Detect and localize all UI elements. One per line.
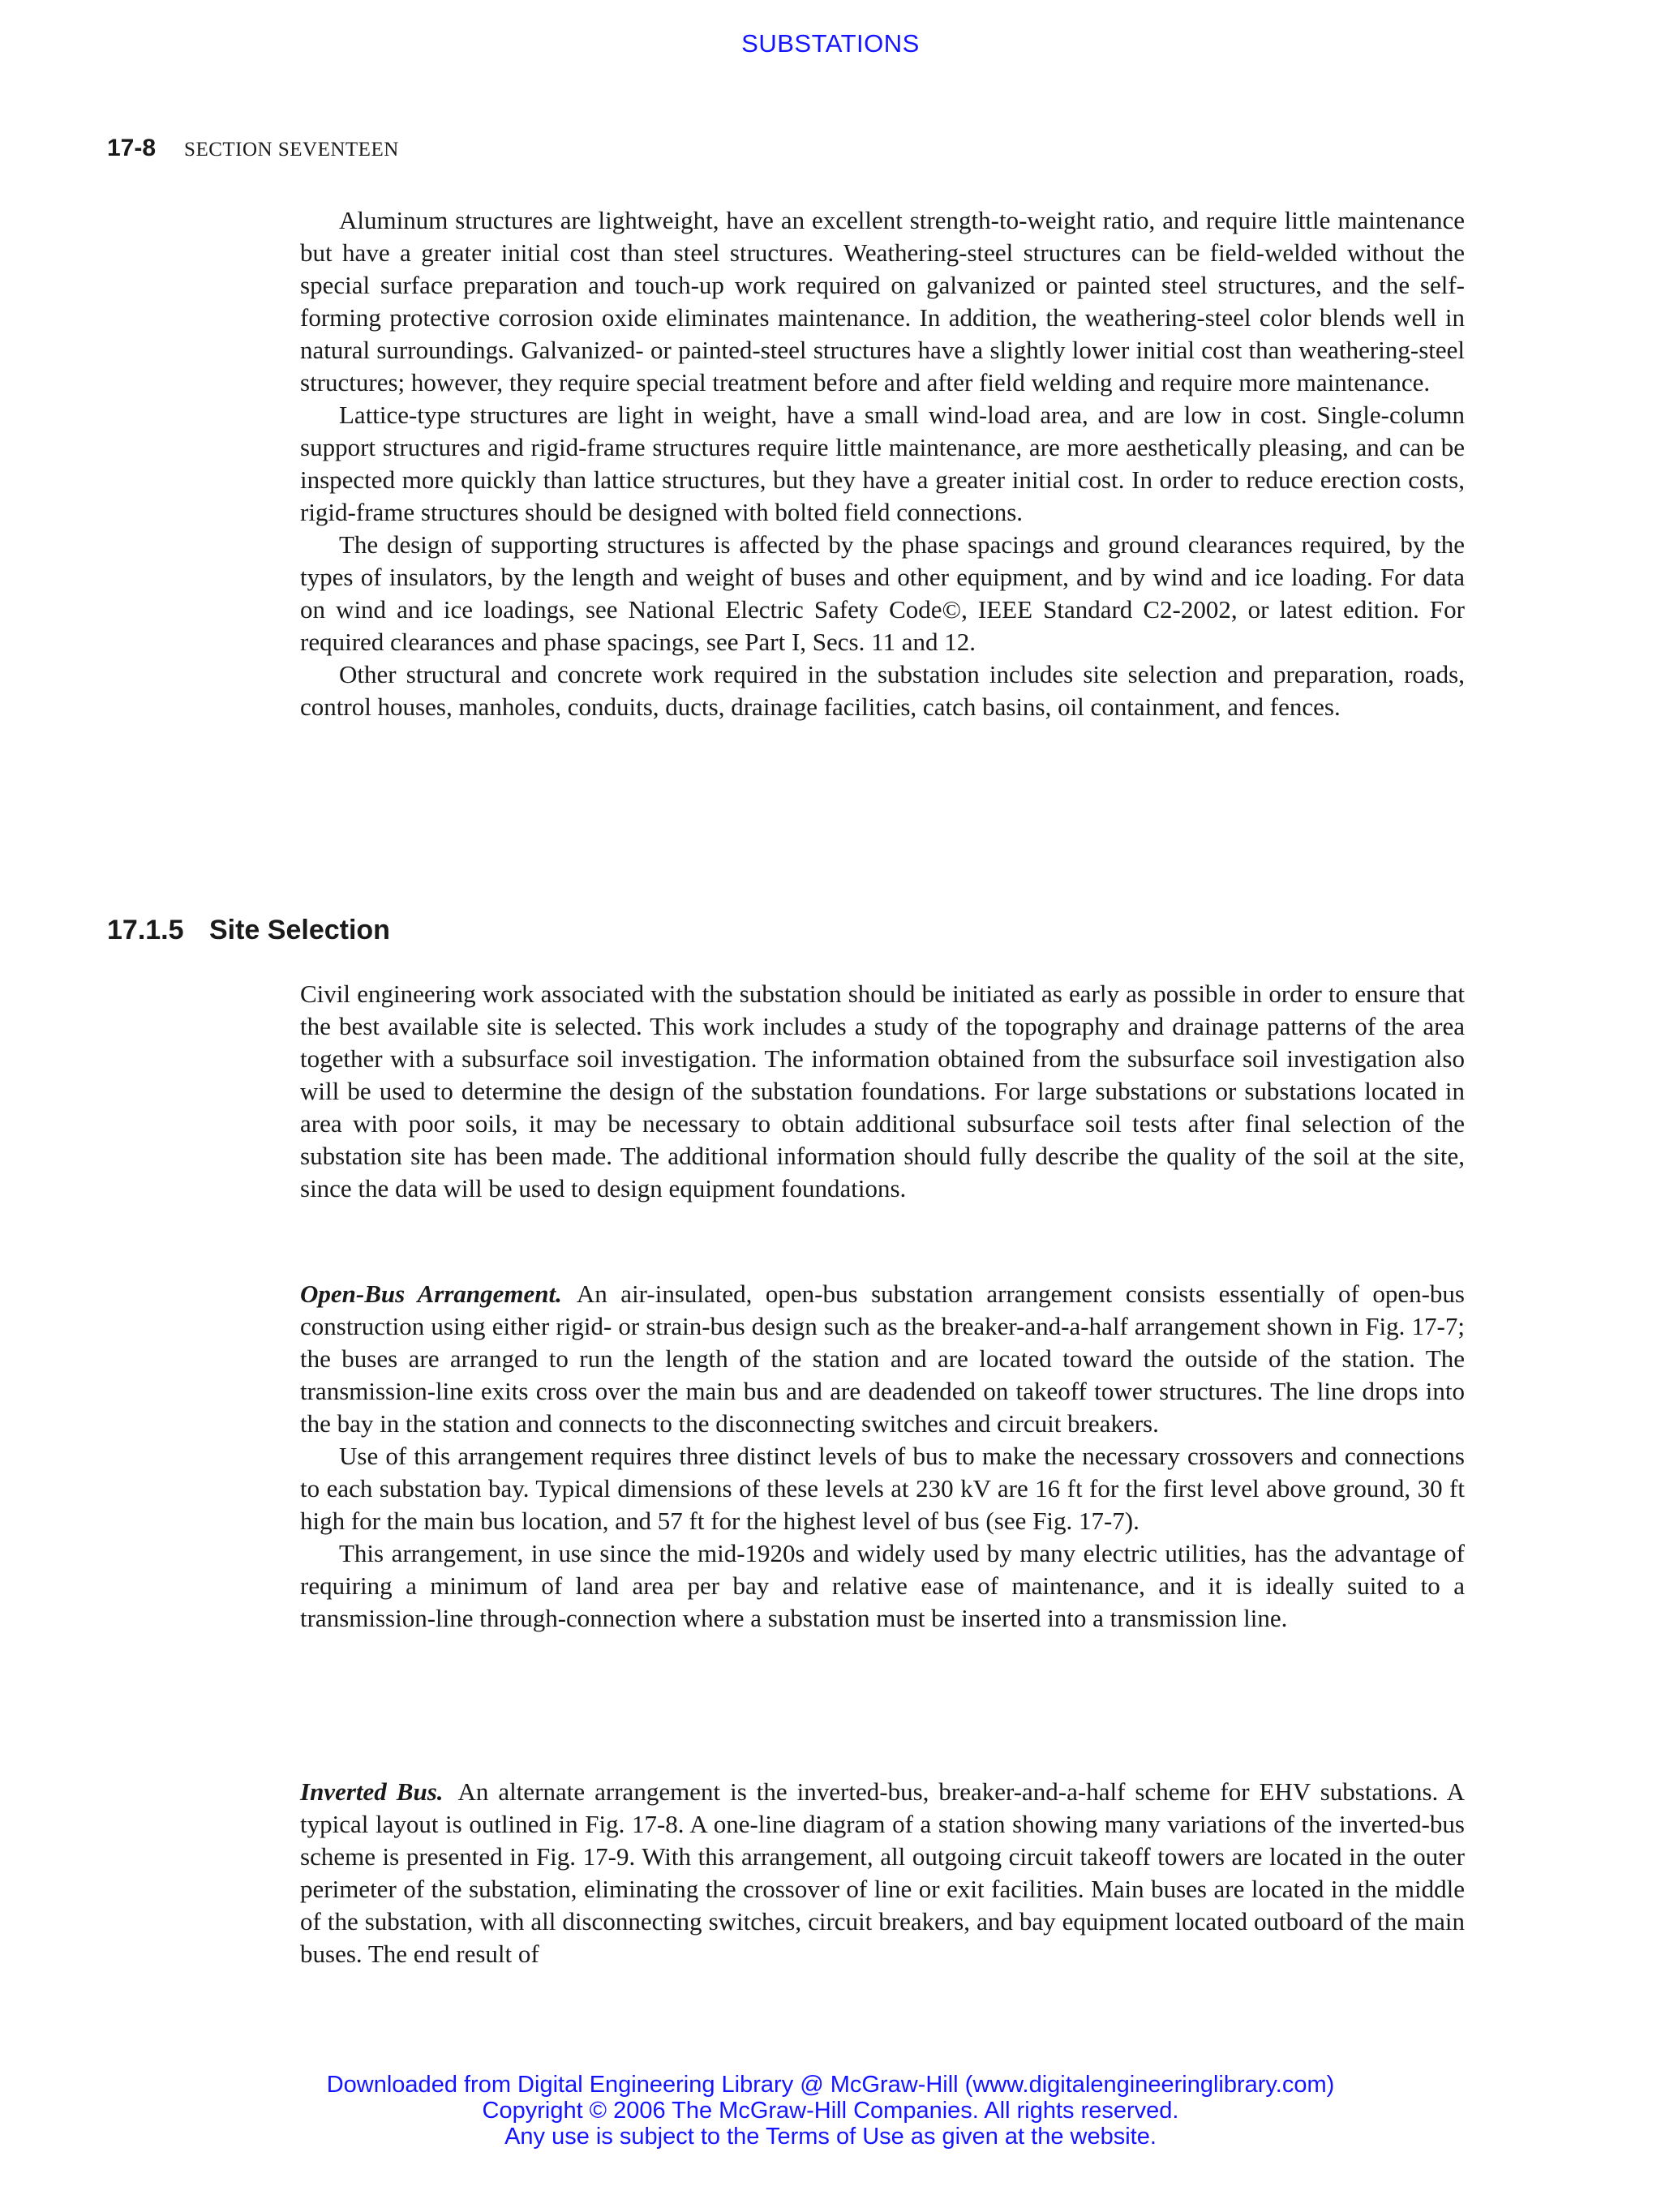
- paragraph-arrangement-advantages: This arrangement, in use since the mid-1920s and widely used by many electric utilities, has the advantage of requiring a minimum of land area per bay and relative ease of maintenance, and it is ideally suited to a transmission-line through-connection where a substation must be inserted into a transmission line.: [300, 1539, 1465, 1632]
- paragraph-inverted-bus: [300, 1776, 1465, 1970]
- structures-text-block: [300, 204, 1465, 723]
- page-header-title: SUBSTATIONS: [741, 29, 920, 58]
- footer-copyright-line: Copyright © 2006 The McGraw-Hill Companies. All rights reserved.: [482, 2098, 1179, 2124]
- footer-download-line: Downloaded from Digital Engineering Library @ McGraw-Hill (www.digitalengineeringlibrary.com): [326, 2072, 1335, 2098]
- open-bus-arrangement-block: [300, 1278, 1465, 1635]
- paragraph-bus-levels: Use of this arrangement requires three distinct levels of bus to make the necessary crossovers and connections to each substation bay. Typical dimensions of these levels at 230 kV are 16 ft for the first level above ground, 30 ft high for the main bus location, and 57 ft for the highest level of bus (see Fig. 17-7).: [300, 1442, 1465, 1535]
- paragraph-lattice-structures: Lattice-type structures are light in weight, have a small wind-load area, and are low in cost. Single-column support structures and rigid-frame structures require little maintenance, are more aesthetically pleasing, and can be inspected more quickly than lattice structures, but they have a greater initial cost. In order to reduce erection costs, rigid-frame structures should be designed with bolted field connections.: [300, 401, 1465, 526]
- section-heading-site-selection: [107, 915, 390, 946]
- download-footer: [0, 2072, 1661, 2150]
- paragraph-civil-engineering-work: Civil engineering work associated with the substation should be initiated as early as possible in order to ensure that the best available site is selected. This work includes a study of the topography and drainage patterns of the area together with a subsurface soil investigation. The information obtained from the subsurface soil investigation also will be used to determine the design of the substation foundations. For large substations or substations located in area with poor soils, it may be necessary to obtain additional subsurface soil tests after final selection of the substation site has been made. The additional information should fully describe the quality of the soil at the site, since the data will be used to design equipment foundations.: [300, 980, 1465, 1202]
- open-bus-intro-text: An air-insulated, open-bus substation arrangement consists essentially of open-bus construction using either rigid- or strain-bus design such as the breaker-and-a-half arrangement shown in Fig. 17-7; the buses are arranged to run the length of the station and are located toward the outside of the station. The transmission-line exits cross over the main bus and are deadended on takeoff tower structures. The line drops into the bay in the station and connects to the disconnecting switches and circuit breakers.: [300, 1280, 1465, 1438]
- inverted-bus-block: [300, 1776, 1465, 1970]
- running-head: [107, 135, 399, 162]
- site-selection-text-block: [300, 978, 1465, 1205]
- run-in-heading-inverted-bus: Inverted Bus.: [300, 1777, 444, 1806]
- paragraph-structural-concrete-work: Other structural and concrete work required in the substation includes site selection and preparation, roads, control houses, manholes, conduits, ducts, drainage facilities, catch basins, oil containment, and fences.: [300, 660, 1465, 721]
- section-number: 17.1.5: [107, 915, 184, 945]
- run-in-heading-open-bus: Open-Bus Arrangement.: [300, 1280, 562, 1308]
- inverted-bus-text: An alternate arrangement is the inverted-bus, breaker-and-a-half scheme for EHV substations. A typical layout is outlined in Fig. 17-8. A one-line diagram of a station showing many variations of the inverted-bus scheme is presented in Fig. 17-9. With this arrangement, all outgoing circuit takeoff towers are located in the outer perimeter of the substation, eliminating the crossover of line or exit facilities. Main buses are located in the middle of the substation, with all disconnecting switches, circuit breakers, and bay equipment located outboard of the main buses. The end result of: [300, 1777, 1465, 1968]
- section-label: SECTION SEVENTEEN: [184, 139, 399, 161]
- paragraph-open-bus-intro: [300, 1278, 1465, 1440]
- section-title: Site Selection: [208, 915, 390, 945]
- footer-terms-line: Any use is subject to the Terms of Use as given at the website.: [504, 2124, 1157, 2150]
- page-number: 17-8: [107, 135, 157, 161]
- paragraph-aluminum-structures: Aluminum structures are lightweight, have an excellent strength-to-weight ratio, and require little maintenance but have a greater initial cost than steel structures. Weathering-steel structures can be field-welded without the special surface preparation and touch-up work required on galvanized or painted steel structures, and the self-forming protective corrosion oxide eliminates maintenance. In addition, the weathering-steel color blends well in natural surroundings. Galvanized- or painted-steel structures have a slightly lower initial cost than weathering-steel structures; however, they require special treatment before and after field welding and require more maintenance.: [300, 206, 1465, 397]
- paragraph-supporting-structures-design: The design of supporting structures is affected by the phase spacings and ground clearances required, by the types of insulators, by the length and weight of buses and other equipment, and by wind and ice loading. For data on wind and ice loadings, see National Electric Safety Code©, IEEE Standard C2-2002, or latest edition. For required clearances and phase spacings, see Part I, Secs. 11 and 12.: [300, 530, 1465, 656]
